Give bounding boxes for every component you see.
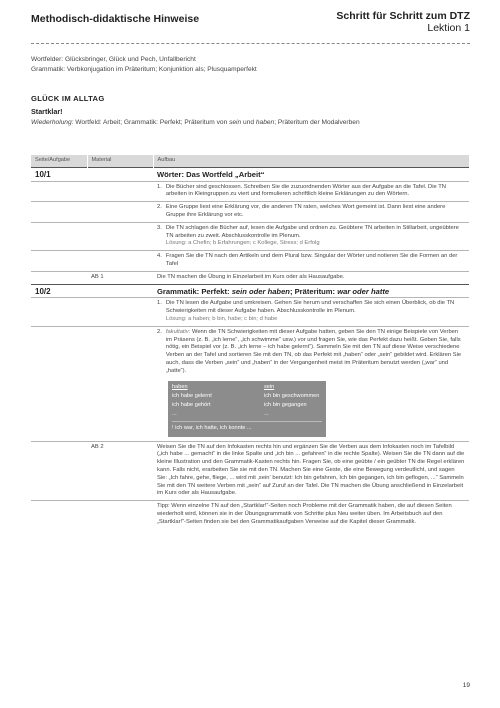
lesson-meta — [31, 55, 257, 75]
board-cell: ich habe gehört — [172, 401, 211, 408]
material-cell — [87, 167, 153, 181]
header-book-title — [336, 10, 470, 34]
table-row — [31, 222, 469, 250]
material-cell — [87, 284, 153, 298]
board-header-haben: haben — [172, 383, 188, 390]
board-cell: ich habe gelernt — [172, 392, 212, 399]
step-text: Die TN schlagen die Bücher auf, lesen die Aufgabe und ordnen zu. Geübtere TN arbeiten in Stillarbeit, ungeübtere TN arbeiten zu zweit. Abschlusskontrolle im Plenum. — [165, 224, 459, 239]
step-number: 1. — [157, 300, 162, 307]
section-number: 10/2 — [31, 284, 87, 298]
section-heading: Wörter: Das Wortfeld „Arbeit“ — [153, 167, 469, 181]
section-row-10-2 — [31, 284, 469, 298]
wiederholung-line — [31, 118, 471, 128]
wiederholung-text-a: Wortfeld: Arbeit; Grammatik: Perfekt; Präteritum von — [73, 119, 230, 126]
board-cell: ... — [264, 410, 269, 417]
table-row — [31, 251, 469, 272]
section-number: 10/1 — [31, 167, 87, 181]
optional-label: fakultativ: — [165, 328, 191, 335]
wiederholung-haben: haben — [255, 119, 275, 126]
lesson-label: Lektion 1 — [427, 22, 470, 34]
header-material: Material — [87, 155, 153, 167]
board-cell: ... — [172, 410, 177, 417]
step-text: Die TN machen die Übung in Einzelarbeit im Kurs oder als Hausaufgabe. — [153, 271, 469, 284]
step-text: Eine Gruppe liest eine Erklärung vor, die anderen TN raten, welches Wort gemeint ist. Dann liest eine andere Gruppe ihre Erklärung vor etc. — [165, 204, 446, 218]
table-header-row — [31, 155, 469, 167]
solution-text: Lösung: a Chefin; b Erfahrungen; c Kollege, Stress; d Erfolg — [165, 240, 320, 247]
table-row — [31, 298, 469, 326]
header-aufbau: Aufbau — [153, 155, 469, 167]
wiederholung-text-b: ; Präteritum der Modalverben — [274, 119, 360, 126]
wiederholung-label: Wiederholung: — [31, 119, 74, 126]
step-number: 4. — [157, 253, 162, 260]
wiederholung-und: und — [241, 119, 256, 126]
lesson-table — [31, 155, 470, 529]
header-title: Methodisch-didaktische Hinweise — [31, 13, 200, 25]
step-number: 2. — [157, 204, 162, 211]
table-row — [31, 181, 469, 202]
step-text: Die TN lesen die Aufgabe und umkreisen. Gehen Sie herum und verschaffen Sie sich einen Überblick, ob die TN Schwierigkeiten mit dieser Aufgabe haben. Abschlusskontrolle im Plenum. — [165, 300, 455, 315]
grammatik-line: Grammatik: Verbkonjugation im Präteritum; Konjunktion als; Plusquamperfekt — [31, 66, 257, 73]
header-divider — [31, 43, 470, 44]
board-cell: ich bin gegangen — [264, 401, 307, 408]
step-text: Fragen Sie die TN nach den Artikeln und dem Plural bzw. Singular der Wörter und notieren Sie die Formen an der Tafel — [165, 253, 458, 267]
step-text: Die Bücher sind geschlossen. Schreiben Sie die zuzuordnenden Wörter aus der Aufgabe an die Tafel. Die TN arbeiten in Kleingruppen zu viert und formulieren schriftlich kleine Erklärungen zu den Wörtern. — [165, 183, 446, 198]
section-heading — [153, 284, 469, 298]
book-title: Schritt für Schritt zum DTZ — [336, 10, 470, 22]
step-number: 2. — [157, 328, 162, 335]
table-row — [31, 326, 469, 441]
material-label: AB 1 — [87, 271, 153, 284]
step-number: 3. — [157, 224, 162, 231]
table-row — [31, 271, 469, 284]
material-label: AB 2 — [87, 441, 153, 501]
page-number: 19 — [462, 682, 470, 689]
wortfelder-line: Wortfelder: Glücksbringer, Glück und Pech, Unfallbericht — [31, 56, 196, 63]
step-text: Wenn die TN Schwierigkeiten mit dieser Aufgabe hatten, geben Sie den TN einige Beispiele von Verben im Präsens (z. B. „ich lerne“, „ich schwimme“ usw.) vor und fragen Sie, wie das Perfekt dazu heißt. Geben Sie, falls nötig, ein Beispiel vor (z. B. „ich lerne – ich habe gelernt“). Sammeln Sie mit den TN auf diese Weise verschiedene Verben an der Tafel und sortieren Sie mit den TN, ob das Perfekt mit „haben“ oder „sein“ gebildet wird. Erklären Sie auch, dass die Verben „sein“ und „haben“ in der Vergangenheit meist im Präteritum benutzt werden („war“ und „hatte“). — [165, 328, 462, 374]
header-seite-aufgabe: Seite/Aufgabe — [31, 155, 87, 167]
heading-part: ; Präteritum: — [289, 286, 338, 296]
table-row — [31, 501, 469, 529]
startklar-heading: Startklar! — [31, 107, 63, 116]
heading-part-italic: war oder hatte — [337, 286, 390, 296]
heading-part-italic: sein oder haben — [231, 286, 290, 296]
wiederholung-sein: sein — [229, 119, 242, 126]
section-row-10-1 — [31, 167, 469, 181]
step-text: Weisen Sie die TN auf den Infokasten rechts hin und ergänzen Sie die Verben aus dem Infokasten noch im Tafelbild („ich habe ... gemacht“ in die linke Spalte und „ich bin ... gefahren“ in die rechte Spalte). Weisen Sie die TN dann auf die kleine Illustration und den Grammatik-Kasten rechts hin. Fragen Sie, ob eine geübte / ein geübter TN die Regel erklären kann. Falls nicht, erarbeiten Sie sie mit den TN. Machen Sie eine Geste, die eine Bewegung verdeutlicht, und sagen Sie: „Ich fahre, gehe, fliege, ... wird mit ‚sein‘ benutzt: Ich bin gefahren, Ich bin gegangen, ich bin geflogen, ...“ Sammeln Sie mit den TN weitere Verben mit „sein“ auf Zuruf an der Tafel. Die TN machen die Übung anschließend in Einzelarbeit im Kurs oder als Hausaufgabe. — [153, 441, 469, 501]
board-cell: ich bin geschwommen — [264, 392, 320, 399]
board-header-sein: sein — [264, 383, 275, 390]
solution-text: Lösung: a haben; b bin, habe; c bin; d habe — [165, 315, 278, 322]
board-footnote: ! ich war, ich hatte, ich konnte ... — [172, 421, 322, 433]
heading-part: Grammatik: Perfekt: — [157, 286, 232, 296]
step-number: 1. — [157, 183, 162, 190]
table-row — [31, 202, 469, 223]
blackboard-table — [168, 381, 326, 437]
table-row — [31, 441, 469, 501]
tip-text: Tipp: Wenn einzelne TN auf den „Startklar!“-Seiten noch Probleme mit der Grammatik haben, die auf diesen Seiten wiederholt wird, können sie in der Übungsgrammatik von Schritte plus Neu weiter üben. Im Arbeitsbuch auf den „Startklar!“-Seiten finden sie bei den Grammatikaufgaben Verweise auf die Kapitel dieser Grammatik. — [153, 501, 469, 529]
section-title: GLÜCK IM ALLTAG — [31, 94, 105, 103]
